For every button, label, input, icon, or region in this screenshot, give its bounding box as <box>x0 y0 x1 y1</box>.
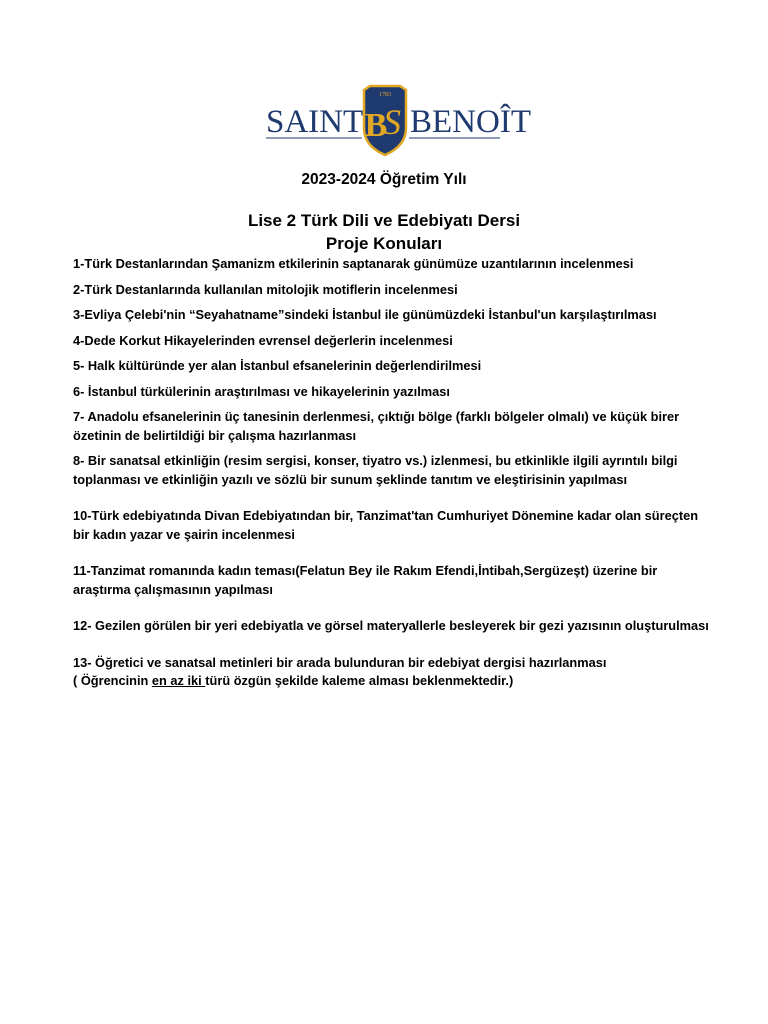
topic-item: 11-Tanzimat romanında kadın teması(Felatun Bey ile Rakım Efendi,İntibah,Sergüzeşt) üzerine bir araştırma çalışmasının yapılması <box>73 563 658 597</box>
course-title-line-2: Proje Konuları <box>325 234 443 253</box>
course-title <box>0 209 768 255</box>
logo-shield-icon <box>364 86 406 155</box>
topic-item: 5- Halk kültüründe yer alan İstanbul efsanelerinin değerlendirilmesi <box>73 358 482 373</box>
logo-right-text: BENOÎT <box>410 104 531 140</box>
topic-item: 1-Türk Destanlarından Şamanizm etkilerinin saptanarak günümüze uzantılarının incelenmesi <box>73 256 634 271</box>
svg-text:S: S <box>383 102 401 142</box>
topic-note <box>73 672 713 691</box>
topic-item: 7- Anadolu efsanelerinin üç tanesinin derlenmesi, çıktığı bölge (farklı bölgeler olmalı) ve küçük birer özetinin de belirtildiği bir çalışma hazırlanması <box>73 409 680 443</box>
saint-benoit-logo <box>266 80 531 156</box>
topic-item: 3-Evliya Çelebi'nin “Seyahatname”sindeki İstanbul ile günümüzdeki İstanbul'un karşılaştırılması <box>73 307 657 322</box>
topic-item: 13- Öğretici ve sanatsal metinleri bir arada bulunduran bir edebiyat dergisi hazırlanması <box>73 654 607 670</box>
course-title-line-1: Lise 2 Türk Dili ve Edebiyatı Dersi <box>247 211 521 230</box>
logo-left-text: SAINT <box>266 104 364 140</box>
note-underlined: en az iki <box>151 673 206 688</box>
topic-item: 2-Türk Destanlarında kullanılan mitolojik motiflerin incelenmesi <box>73 281 458 297</box>
note-prefix: ( Öğrencinin <box>73 673 152 688</box>
academic-year-title: 2023-2024 Öğretim Yılı <box>301 171 467 188</box>
project-topics-list <box>73 255 713 691</box>
topic-item: 4-Dede Korkut Hikayelerinden evrensel değerlerin incelenmesi <box>73 332 453 348</box>
svg-text:B: B <box>364 107 388 144</box>
note-suffix: türü özgün şekilde kaleme alması beklenmektedir.) <box>205 673 514 688</box>
topic-item: 12- Gezilen görülen bir yeri edebiyatla ve görsel materyallerle besleyerek bir gezi yazısının oluşturulması <box>73 618 709 633</box>
topic-item: 8- Bir sanatsal etkinliğin (resim sergisi, konser, tiyatro vs.) izlenmesi, bu etkinlikle ilgili ayrıntılı bilgi toplanması ve etkinliğin yazılı ve sözlü bir sunum şeklinde tanıtım ve eleştirisinin yapılması <box>73 453 678 487</box>
topic-item: 6- İstanbul türkülerinin araştırılması ve hikayelerinin yazılması <box>73 383 450 399</box>
topic-item: 10-Türk edebiyatında Divan Edebiyatından bir, Tanzimat'tan Cumhuriyet Dönemine kadar olan süreçten bir kadın yazar ve şairin incelenmesi <box>73 508 699 542</box>
logo-year: 1783 <box>379 92 391 98</box>
